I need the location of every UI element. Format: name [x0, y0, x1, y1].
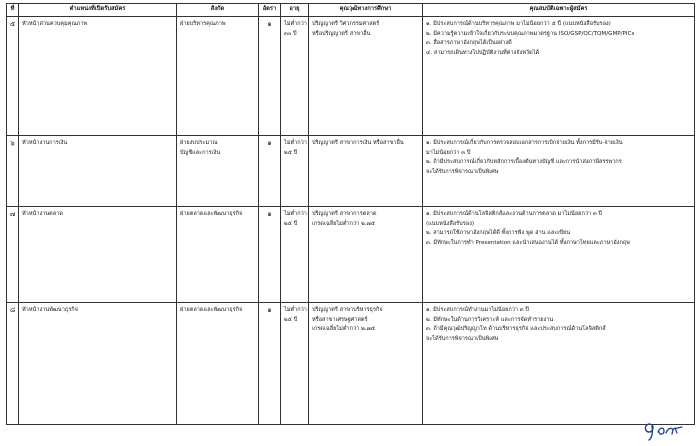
qualification-line: (แนบหนังสือรับรอง) — [426, 220, 475, 227]
qualifications-cell — [423, 303, 695, 425]
qualification-line: ๑. มีประสบการณ์เกี่ยวกับการตรวจสอบเอกสารการเบิกจ่ายเงิน ทั้งการมีรับ-จ่ายเงิน — [426, 140, 623, 146]
header-age: อายุ — [281, 4, 309, 17]
position-cell: หัวหน้างานการเงิน — [19, 136, 177, 207]
header-qualifications: คุณสมบัติเฉพาะผู้สมัคร — [423, 4, 695, 17]
row-number: ๖ — [7, 136, 19, 207]
rate-cell: ๑ — [259, 207, 281, 303]
education-line: ปริญญาตรี วิศวกรรมศาสตร์ — [312, 21, 380, 27]
handwritten-signature — [642, 418, 688, 442]
qualification-line: ๓. ถ้ามีคุณวุฒิปริญญาโท ด้านบริหารธุรกิจ และประสบการณ์ด้านโลจิสติกส์ — [426, 326, 606, 333]
affiliation-line: ฝ่ายตลาดและพัฒนาธุรกิจ — [180, 307, 243, 313]
header-no: ที่ — [7, 4, 19, 17]
header-row — [7, 4, 695, 17]
education-cell — [309, 207, 423, 303]
age-line: ไม่ต่ำกว่า — [284, 140, 307, 146]
age-cell — [281, 17, 309, 136]
qualification-line: จะได้รับการพิจารณาเป็นพิเศษ — [426, 335, 499, 342]
table-row — [7, 207, 695, 303]
position-cell: หัวหน้างานพัฒนาธุรกิจ — [19, 303, 177, 425]
affiliation-line: ฝ่ายงบประมาณ — [180, 140, 218, 146]
education-cell — [309, 17, 423, 136]
position-cell: หัวหน้างานตลาด — [19, 207, 177, 303]
qualification-line: ๓. มีทักษะในการทำ Presentation และนำเสนองานได้ ทั้งภาษาไทยและภาษาอังกฤษ — [426, 239, 630, 246]
qualification-line: ๔. สามารถเดินทางไปปฏิบัติงานที่ต่างจังหวัดได้ — [426, 49, 540, 56]
table-row — [7, 136, 695, 207]
qualification-line: ๑. มีประสบการณ์ด้านโลจิสติกส์และงานด้านการตลาด มาไม่น้อยกว่า ๓ ปี — [426, 211, 603, 217]
position-cell: หัวหน้าส่วนควบคุมคุณภาพ — [19, 17, 177, 136]
rate-cell: ๑ — [259, 17, 281, 136]
education-cell — [309, 136, 423, 207]
age-cell — [281, 207, 309, 303]
qualification-line: ๒. ถ้ามีประสบการณ์เกี่ยวกับหลักการเบื้องต้นทางบัญชี และการนำส่งภาษีสรรพากร — [426, 159, 622, 166]
affiliation-line: บัญชีและการเงิน — [180, 149, 221, 156]
age-line: ไม่ต่ำกว่า — [284, 307, 307, 313]
table-row — [7, 303, 695, 425]
header-affiliation: สังกัด — [177, 4, 259, 17]
age-line: ๒๕ ปี — [284, 220, 298, 227]
age-line: ไม่ต่ำกว่า — [284, 21, 307, 27]
education-line: ปริญญาตรี สาขาการเงิน หรือสาขาอื่น — [312, 140, 404, 146]
qualifications-cell — [423, 17, 695, 136]
job-positions-document — [6, 3, 694, 425]
education-line: เกรดเฉลี่ยไม่ต่ำกว่า ๒.๗๕ — [312, 326, 375, 333]
age-line: ๒๕ ปี — [284, 316, 298, 323]
qualifications-cell — [423, 136, 695, 207]
affiliation-cell — [177, 207, 259, 303]
qualification-line: ๓. สื่อสารภาษาอังกฤษได้เป็นอย่างดี — [426, 40, 512, 47]
row-number: ๗ — [7, 207, 19, 303]
qualification-line: ๒. มีทักษะในด้านการวิเคราะห์ และการจัดทำรายงาน — [426, 316, 554, 323]
rate-cell: ๑ — [259, 136, 281, 207]
positions-table — [6, 3, 695, 425]
age-line: ๓๐ ปี — [284, 30, 297, 37]
header-education: คุณวุฒิทางการศึกษา — [309, 4, 423, 17]
age-line: ๒๕ ปี — [284, 149, 298, 156]
qualification-line: ๒. มีความรู้ความเข้าใจเกี่ยวกับระบบคุณภาพมาตรฐาน ISO/GSP/QC/TQM/GMP/PICs — [426, 30, 635, 37]
affiliation-cell — [177, 136, 259, 207]
qualification-line: ๒. สามารถใช้ภาษาอังกฤษได้ดี ทั้งการฟัง พูด อ่าน และเขียน — [426, 230, 571, 237]
education-line: หรือปริญญาตรี สาขาอื่น — [312, 30, 371, 37]
header-position: ตำแหน่งที่เปิดรับสมัคร — [19, 4, 177, 17]
row-number: ๕ — [7, 17, 19, 136]
rate-cell: ๑ — [259, 303, 281, 425]
education-cell — [309, 303, 423, 425]
education-line: หรือสาขาเศรษฐศาสตร์ — [312, 316, 368, 323]
education-line: ปริญญาตรี สาขาบริหารธุรกิจ — [312, 307, 383, 313]
qualification-line: ๑. มีประสบการณ์ทำงานมาไม่น้อยกว่า ๓ ปี — [426, 307, 529, 313]
age-line: ไม่ต่ำกว่า — [284, 211, 307, 217]
affiliation-line: ฝ่ายบริหารคุณภาพ — [180, 21, 226, 27]
affiliation-cell — [177, 303, 259, 425]
affiliation-line: ฝ่ายตลาดและพัฒนาธุรกิจ — [180, 211, 243, 217]
qualifications-cell — [423, 207, 695, 303]
row-number: ๘ — [7, 303, 19, 425]
qualification-line: มาไม่น้อยกว่า ๓ ปี — [426, 149, 471, 156]
age-cell — [281, 303, 309, 425]
affiliation-cell — [177, 17, 259, 136]
qualification-line: ๑. มีประสบการณ์ด้านบริหารคุณภาพ มาไม่น้อยกว่า ๕ ปี (แนบหนังสือรับรอง) — [426, 21, 611, 27]
table-row — [7, 17, 695, 136]
education-line: เกรดเฉลี่ยไม่ต่ำกว่า ๒.๗๕ — [312, 220, 375, 227]
education-line: ปริญญาตรี สาขาการตลาด — [312, 211, 377, 217]
header-rate: อัตรา — [259, 4, 281, 17]
qualification-line: จะได้รับการพิจารณาเป็นพิเศษ — [426, 168, 499, 175]
age-cell — [281, 136, 309, 207]
